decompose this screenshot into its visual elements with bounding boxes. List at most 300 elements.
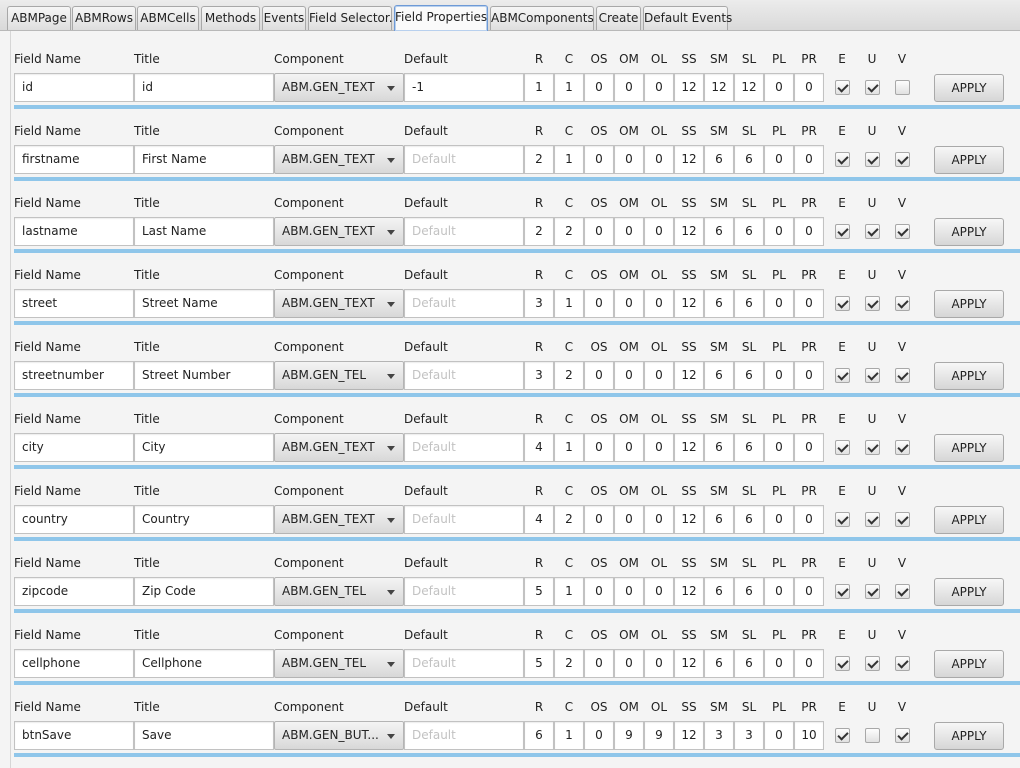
tab-default-events[interactable]: Default Events (643, 6, 728, 30)
e-checkbox[interactable] (835, 584, 850, 599)
v-checkbox[interactable] (895, 224, 910, 239)
component-dropdown[interactable] (274, 361, 404, 390)
ol-input[interactable]: 9 (644, 721, 674, 750)
ss-input[interactable]: 12 (674, 433, 704, 462)
column-label-pr: PR (801, 340, 817, 354)
field-name-input[interactable]: btnSave (14, 721, 134, 750)
tab-field-selector[interactable]: Field Selector. (308, 6, 392, 30)
column-label-v: V (897, 196, 907, 210)
column-label-os: OS (590, 196, 608, 210)
component-dropdown-value: ABM.GEN_TEXT (282, 152, 375, 166)
tab-field-properties[interactable]: Field Properties (394, 5, 488, 31)
column-label-default: Default (404, 196, 448, 210)
chevron-down-icon (387, 86, 395, 91)
title-input[interactable]: City (134, 433, 274, 462)
om-input[interactable]: 0 (614, 289, 644, 318)
component-dropdown[interactable] (274, 649, 404, 678)
pl-input[interactable]: 0 (764, 145, 794, 174)
field-name-input[interactable]: street (14, 289, 134, 318)
field-name-input[interactable]: firstname (14, 145, 134, 174)
om-input[interactable]: 0 (614, 73, 644, 102)
column-label-pr: PR (801, 484, 817, 498)
column-label-default: Default (404, 268, 448, 282)
field-row (0, 247, 1020, 319)
ss-input[interactable]: 12 (674, 217, 704, 246)
r-input[interactable]: 3 (524, 361, 554, 390)
column-label-r: R (534, 340, 544, 354)
column-label-title: Title (134, 628, 160, 642)
column-label-e: E (838, 52, 846, 66)
sm-input[interactable]: 3 (704, 721, 734, 750)
sl-input[interactable]: 6 (734, 289, 764, 318)
title-input[interactable]: Street Name (134, 289, 274, 318)
column-label-u: U (867, 52, 877, 66)
pl-input[interactable]: 0 (764, 433, 794, 462)
column-label-e: E (838, 484, 846, 498)
om-input[interactable]: 0 (614, 649, 644, 678)
ss-input[interactable]: 12 (674, 649, 704, 678)
pr-input[interactable]: 0 (794, 361, 824, 390)
field-name-input[interactable]: lastname (14, 217, 134, 246)
sl-input[interactable]: 12 (734, 73, 764, 102)
column-label-sm: SM (710, 196, 728, 210)
r-input[interactable]: 3 (524, 289, 554, 318)
default-input[interactable]: Default (404, 361, 524, 390)
ol-input[interactable]: 0 (644, 217, 674, 246)
sm-input[interactable]: 6 (704, 433, 734, 462)
pl-input[interactable]: 0 (764, 361, 794, 390)
ol-input[interactable]: 0 (644, 577, 674, 606)
chevron-down-icon (387, 302, 395, 307)
c-input[interactable]: 2 (554, 361, 584, 390)
column-label-om: OM (619, 628, 639, 642)
column-label-om: OM (619, 268, 639, 282)
component-dropdown-value: ABM.GEN_BUT... (282, 728, 379, 742)
apply-button[interactable]: APPLY (934, 650, 1004, 678)
component-dropdown-value: ABM.GEN_TEL (282, 368, 367, 382)
component-dropdown[interactable] (274, 505, 404, 534)
c-input[interactable]: 1 (554, 721, 584, 750)
sl-input[interactable]: 6 (734, 217, 764, 246)
column-label-om: OM (619, 556, 639, 570)
v-checkbox[interactable] (895, 584, 910, 599)
apply-button[interactable]: APPLY (934, 146, 1004, 174)
sm-input[interactable]: 12 (704, 73, 734, 102)
tab-abmcells[interactable]: ABMCells (137, 6, 199, 30)
r-input[interactable]: 5 (524, 577, 554, 606)
default-input[interactable]: Default (404, 145, 524, 174)
title-input[interactable]: Zip Code (134, 577, 274, 606)
column-label-r: R (534, 484, 544, 498)
column-label-sm: SM (710, 412, 728, 426)
ss-input[interactable]: 12 (674, 577, 704, 606)
column-label-e: E (838, 124, 846, 138)
column-label-v: V (897, 412, 907, 426)
column-label-e: E (838, 268, 846, 282)
ss-input[interactable]: 12 (674, 145, 704, 174)
column-label-ol: OL (650, 268, 668, 282)
component-dropdown-value: ABM.GEN_TEL (282, 584, 367, 598)
column-label-c: C (564, 340, 574, 354)
field-name-input[interactable]: cellphone (14, 649, 134, 678)
default-input[interactable]: Default (404, 649, 524, 678)
component-dropdown[interactable] (274, 577, 404, 606)
field-name-input[interactable]: id (14, 73, 134, 102)
om-input[interactable]: 0 (614, 433, 644, 462)
tab-bar (0, 0, 1020, 31)
column-label-om: OM (619, 484, 639, 498)
v-checkbox[interactable] (895, 728, 910, 743)
column-label-e: E (838, 340, 846, 354)
om-input[interactable]: 0 (614, 145, 644, 174)
os-input[interactable]: 0 (584, 505, 614, 534)
ss-input[interactable]: 12 (674, 505, 704, 534)
column-label-os: OS (590, 556, 608, 570)
column-label-e: E (838, 196, 846, 210)
c-input[interactable]: 1 (554, 289, 584, 318)
component-dropdown-value: ABM.GEN_TEXT (282, 80, 375, 94)
om-input[interactable]: 0 (614, 577, 644, 606)
column-label-pl: PL (772, 268, 786, 282)
column-label-title: Title (134, 412, 160, 426)
pl-input[interactable]: 0 (764, 505, 794, 534)
apply-button[interactable]: APPLY (934, 506, 1004, 534)
u-checkbox[interactable] (865, 440, 880, 455)
e-checkbox[interactable] (835, 296, 850, 311)
sm-input[interactable]: 6 (704, 289, 734, 318)
os-input[interactable]: 0 (584, 577, 614, 606)
field-name-input[interactable]: streetnumber (14, 361, 134, 390)
column-label-default: Default (404, 412, 448, 426)
component-dropdown-value: ABM.GEN_TEXT (282, 224, 375, 238)
column-label-ss: SS (681, 700, 697, 714)
default-input[interactable]: Default (404, 433, 524, 462)
column-label-u: U (867, 628, 877, 642)
sl-input[interactable]: 6 (734, 577, 764, 606)
pr-input[interactable]: 0 (794, 505, 824, 534)
e-checkbox[interactable] (835, 512, 850, 527)
v-checkbox[interactable] (895, 296, 910, 311)
apply-button[interactable]: APPLY (934, 434, 1004, 462)
om-input[interactable]: 0 (614, 505, 644, 534)
ss-input[interactable]: 12 (674, 721, 704, 750)
r-input[interactable]: 1 (524, 73, 554, 102)
component-dropdown[interactable] (274, 145, 404, 174)
column-label-om: OM (619, 124, 639, 138)
pl-input[interactable]: 0 (764, 217, 794, 246)
ol-input[interactable]: 0 (644, 145, 674, 174)
default-input[interactable]: Default (404, 505, 524, 534)
pr-input[interactable]: 0 (794, 289, 824, 318)
u-checkbox[interactable] (865, 80, 880, 95)
e-checkbox[interactable] (835, 152, 850, 167)
title-input[interactable]: Cellphone (134, 649, 274, 678)
column-label-sl: SL (741, 556, 757, 570)
v-checkbox[interactable] (895, 656, 910, 671)
default-input[interactable]: Default (404, 577, 524, 606)
v-checkbox[interactable] (895, 80, 910, 95)
ol-input[interactable]: 0 (644, 73, 674, 102)
pr-input[interactable]: 0 (794, 73, 824, 102)
sm-input[interactable]: 6 (704, 145, 734, 174)
pr-input[interactable]: 0 (794, 217, 824, 246)
sl-input[interactable]: 3 (734, 721, 764, 750)
column-label-default: Default (404, 124, 448, 138)
u-checkbox[interactable] (865, 296, 880, 311)
os-input[interactable]: 0 (584, 649, 614, 678)
r-input[interactable]: 2 (524, 217, 554, 246)
chevron-down-icon (387, 446, 395, 451)
column-label-v: V (897, 268, 907, 282)
column-label-sm: SM (710, 124, 728, 138)
os-input[interactable]: 0 (584, 721, 614, 750)
tab-events[interactable]: Events (262, 6, 306, 30)
v-checkbox[interactable] (895, 368, 910, 383)
ol-input[interactable]: 0 (644, 505, 674, 534)
column-label-title: Title (134, 196, 160, 210)
column-label-title: Title (134, 268, 160, 282)
column-label-pr: PR (801, 412, 817, 426)
v-checkbox[interactable] (895, 440, 910, 455)
c-input[interactable]: 2 (554, 217, 584, 246)
c-input[interactable]: 1 (554, 433, 584, 462)
column-label-u: U (867, 340, 877, 354)
field-properties-panel (0, 31, 1020, 768)
column-label-ss: SS (681, 340, 697, 354)
e-checkbox[interactable] (835, 80, 850, 95)
column-label-ol: OL (650, 412, 668, 426)
default-input[interactable]: Default (404, 289, 524, 318)
pr-input[interactable]: 0 (794, 577, 824, 606)
column-label-ol: OL (650, 700, 668, 714)
column-label-r: R (534, 700, 544, 714)
default-input[interactable]: Default (404, 721, 524, 750)
os-input[interactable]: 0 (584, 217, 614, 246)
sl-input[interactable]: 6 (734, 361, 764, 390)
default-input[interactable]: -1 (404, 73, 524, 102)
r-input[interactable]: 6 (524, 721, 554, 750)
tab-abmpage[interactable]: ABMPage (7, 6, 71, 30)
ss-input[interactable]: 12 (674, 361, 704, 390)
sl-input[interactable]: 6 (734, 505, 764, 534)
column-label-title: Title (134, 700, 160, 714)
column-label-os: OS (590, 484, 608, 498)
title-input[interactable]: Country (134, 505, 274, 534)
column-label-c: C (564, 628, 574, 642)
column-label-field-name: Field Name (14, 268, 81, 282)
pl-input[interactable]: 0 (764, 721, 794, 750)
e-checkbox[interactable] (835, 728, 850, 743)
field-name-input[interactable]: city (14, 433, 134, 462)
apply-button[interactable]: APPLY (934, 578, 1004, 606)
sm-input[interactable]: 6 (704, 577, 734, 606)
column-label-default: Default (404, 52, 448, 66)
u-checkbox[interactable] (865, 656, 880, 671)
os-input[interactable]: 0 (584, 289, 614, 318)
apply-button[interactable]: APPLY (934, 218, 1004, 246)
column-label-sl: SL (741, 484, 757, 498)
column-label-om: OM (619, 700, 639, 714)
column-label-ss: SS (681, 628, 697, 642)
column-label-r: R (534, 412, 544, 426)
column-label-sm: SM (710, 628, 728, 642)
column-label-field-name: Field Name (14, 556, 81, 570)
column-label-c: C (564, 556, 574, 570)
column-label-r: R (534, 268, 544, 282)
column-label-default: Default (404, 556, 448, 570)
title-input[interactable]: First Name (134, 145, 274, 174)
e-checkbox[interactable] (835, 368, 850, 383)
om-input[interactable]: 0 (614, 217, 644, 246)
apply-button[interactable]: APPLY (934, 74, 1004, 102)
column-label-ol: OL (650, 484, 668, 498)
field-row (0, 103, 1020, 175)
pr-input[interactable]: 0 (794, 649, 824, 678)
c-input[interactable]: 1 (554, 145, 584, 174)
v-checkbox[interactable] (895, 152, 910, 167)
sm-input[interactable]: 6 (704, 217, 734, 246)
title-input[interactable]: Save (134, 721, 274, 750)
column-label-pr: PR (801, 196, 817, 210)
apply-button[interactable]: APPLY (934, 722, 1004, 750)
u-checkbox[interactable] (865, 152, 880, 167)
column-label-v: V (897, 340, 907, 354)
r-input[interactable]: 4 (524, 433, 554, 462)
column-label-c: C (564, 412, 574, 426)
apply-button[interactable]: APPLY (934, 290, 1004, 318)
column-label-os: OS (590, 412, 608, 426)
column-label-pl: PL (772, 196, 786, 210)
title-input[interactable]: Street Number (134, 361, 274, 390)
default-input[interactable]: Default (404, 217, 524, 246)
u-checkbox[interactable] (865, 368, 880, 383)
u-checkbox[interactable] (865, 224, 880, 239)
column-label-os: OS (590, 52, 608, 66)
column-label-ol: OL (650, 196, 668, 210)
column-label-v: V (897, 556, 907, 570)
chevron-down-icon (387, 662, 395, 667)
os-input[interactable]: 0 (584, 361, 614, 390)
column-label-ol: OL (650, 340, 668, 354)
column-label-title: Title (134, 124, 160, 138)
e-checkbox[interactable] (835, 224, 850, 239)
ol-input[interactable]: 0 (644, 649, 674, 678)
column-label-field-name: Field Name (14, 340, 81, 354)
column-label-om: OM (619, 340, 639, 354)
r-input[interactable]: 2 (524, 145, 554, 174)
column-label-e: E (838, 412, 846, 426)
pr-input[interactable]: 0 (794, 145, 824, 174)
u-checkbox[interactable] (865, 584, 880, 599)
column-label-os: OS (590, 700, 608, 714)
sm-input[interactable]: 6 (704, 505, 734, 534)
sl-input[interactable]: 6 (734, 433, 764, 462)
component-dropdown-value: ABM.GEN_TEL (282, 656, 367, 670)
pl-input[interactable]: 0 (764, 577, 794, 606)
tab-abmcomponents[interactable]: ABMComponents (490, 6, 594, 30)
column-label-pr: PR (801, 124, 817, 138)
component-dropdown[interactable] (274, 217, 404, 246)
os-input[interactable]: 0 (584, 145, 614, 174)
c-input[interactable]: 2 (554, 505, 584, 534)
column-label-sm: SM (710, 556, 728, 570)
column-label-component: Component (274, 196, 344, 210)
field-row (0, 679, 1020, 751)
title-input[interactable]: Last Name (134, 217, 274, 246)
component-dropdown[interactable] (274, 721, 404, 750)
c-input[interactable]: 1 (554, 577, 584, 606)
column-label-sm: SM (710, 340, 728, 354)
sl-input[interactable]: 6 (734, 145, 764, 174)
field-name-input[interactable]: zipcode (14, 577, 134, 606)
u-checkbox[interactable] (865, 512, 880, 527)
column-label-default: Default (404, 628, 448, 642)
os-input[interactable]: 0 (584, 433, 614, 462)
column-label-pl: PL (772, 340, 786, 354)
ol-input[interactable]: 0 (644, 289, 674, 318)
v-checkbox[interactable] (895, 512, 910, 527)
column-label-r: R (534, 196, 544, 210)
om-input[interactable]: 0 (614, 361, 644, 390)
os-input[interactable]: 0 (584, 73, 614, 102)
column-label-c: C (564, 124, 574, 138)
pr-input[interactable]: 0 (794, 433, 824, 462)
chevron-down-icon (387, 158, 395, 163)
column-label-v: V (897, 700, 907, 714)
r-input[interactable]: 5 (524, 649, 554, 678)
component-dropdown[interactable] (274, 433, 404, 462)
column-label-default: Default (404, 340, 448, 354)
sl-input[interactable]: 6 (734, 649, 764, 678)
tab-create[interactable]: Create (596, 6, 641, 30)
component-dropdown[interactable] (274, 73, 404, 102)
field-row (0, 607, 1020, 679)
om-input[interactable]: 9 (614, 721, 644, 750)
component-dropdown[interactable] (274, 289, 404, 318)
r-input[interactable]: 4 (524, 505, 554, 534)
tab-methods[interactable]: Methods (201, 6, 260, 30)
column-label-component: Component (274, 124, 344, 138)
column-label-component: Component (274, 412, 344, 426)
u-checkbox[interactable] (865, 728, 880, 743)
column-label-os: OS (590, 628, 608, 642)
tab-abmrows[interactable]: ABMRows (72, 6, 136, 30)
ss-input[interactable]: 12 (674, 289, 704, 318)
c-input[interactable]: 1 (554, 73, 584, 102)
ol-input[interactable]: 0 (644, 433, 674, 462)
apply-button[interactable]: APPLY (934, 362, 1004, 390)
sm-input[interactable]: 6 (704, 361, 734, 390)
c-input[interactable]: 2 (554, 649, 584, 678)
pl-input[interactable]: 0 (764, 649, 794, 678)
field-name-input[interactable]: country (14, 505, 134, 534)
column-label-u: U (867, 124, 877, 138)
column-label-sm: SM (710, 52, 728, 66)
column-label-pl: PL (772, 556, 786, 570)
column-label-sm: SM (710, 700, 728, 714)
pl-input[interactable]: 0 (764, 73, 794, 102)
e-checkbox[interactable] (835, 656, 850, 671)
sm-input[interactable]: 6 (704, 649, 734, 678)
e-checkbox[interactable] (835, 440, 850, 455)
ss-input[interactable]: 12 (674, 73, 704, 102)
title-input[interactable]: id (134, 73, 274, 102)
column-label-ss: SS (681, 412, 697, 426)
pl-input[interactable]: 0 (764, 289, 794, 318)
column-label-r: R (534, 628, 544, 642)
ol-input[interactable]: 0 (644, 361, 674, 390)
pr-input[interactable]: 10 (794, 721, 824, 750)
